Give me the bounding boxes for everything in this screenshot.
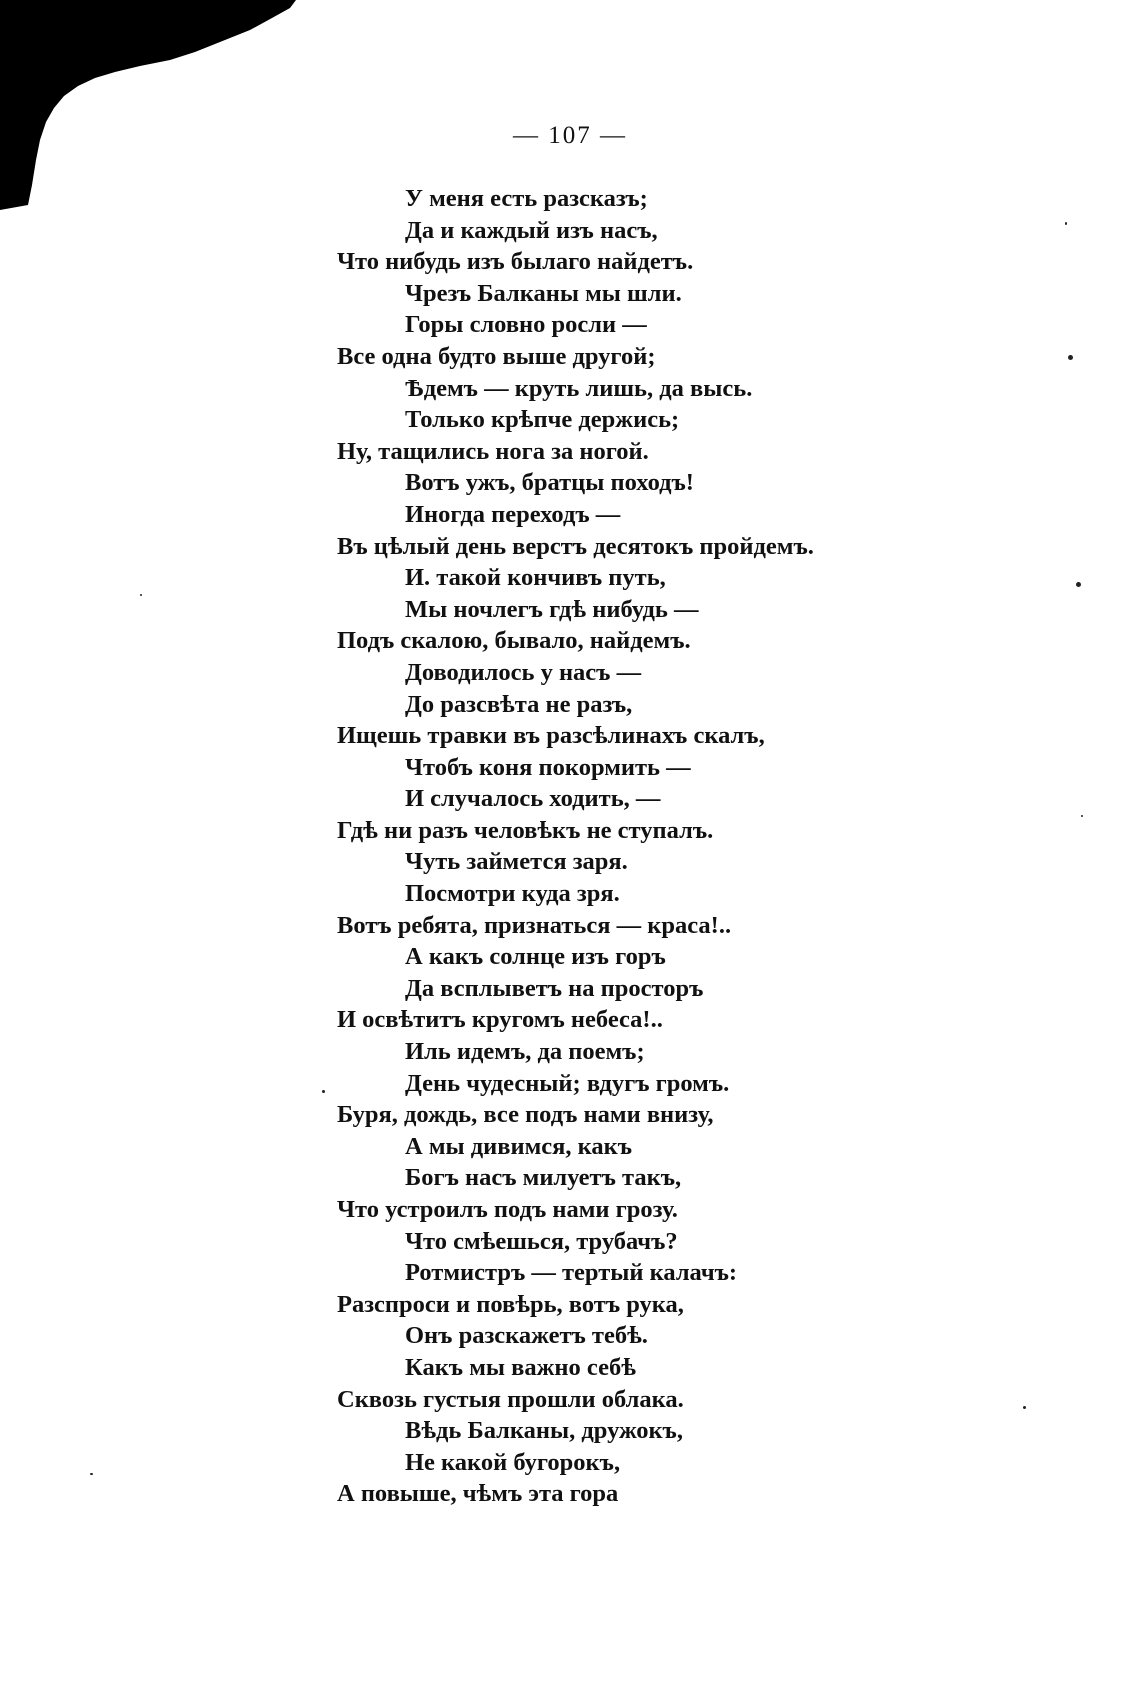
poem-line: Что смѣешься, трубачъ?	[405, 1227, 678, 1255]
poem-line: Иногда переходъ —	[405, 500, 621, 528]
poem-line: И. такой кончивъ путь,	[405, 564, 666, 592]
poem-line: У меня есть разсказъ;	[405, 185, 648, 212]
dust-speck	[1065, 222, 1067, 225]
poem-line: Гдѣ ни разъ человѣкъ не ступалъ.	[337, 816, 714, 844]
poem-line: Сквозь густыя прошли облака.	[337, 1385, 684, 1413]
poem-line: Разспроси и повѣрь, вотъ рука,	[337, 1290, 684, 1318]
poem-line: Буря, дождь, все подъ нами внизу,	[337, 1101, 714, 1129]
poem-line: Ротмистръ — тертый калачъ:	[405, 1259, 738, 1287]
poem-line: До разсвѣта не разъ,	[405, 690, 633, 718]
poem-line: Онъ разскажетъ тебѣ.	[405, 1322, 648, 1350]
poem-line: Подъ скалою, бывало, найдемъ.	[337, 627, 691, 655]
dust-speck	[1076, 582, 1081, 587]
dust-speck	[140, 594, 142, 596]
poem-line: И случалось ходить, —	[405, 785, 661, 813]
poem-line: Чрезъ Балканы мы шли.	[405, 279, 682, 307]
poem-line: Мы ночлегъ гдѣ нибудь —	[405, 595, 699, 623]
poem-line: Вѣдь Балканы, дружокъ,	[405, 1417, 683, 1445]
poem-line: Только крѣпче держись;	[405, 406, 680, 434]
poem-line: Ну, тащились нога за ногой.	[337, 437, 649, 465]
dust-speck	[90, 1473, 93, 1475]
poem-line: Доводилось у насъ —	[405, 658, 642, 686]
poem-line: А повыше, чѣмъ эта гора	[337, 1480, 619, 1508]
poem-line: А мы дивимся, какъ	[405, 1132, 633, 1160]
poem-line: Да и каждый изъ насъ,	[405, 216, 658, 244]
page-number: — 107 —	[513, 122, 627, 149]
poem-line: Да всплыветъ на просторъ	[405, 974, 704, 1002]
poem-line: И освѣтитъ кругомъ небеса!..	[337, 1006, 663, 1034]
poem-text	[337, 183, 977, 1510]
poem-line: Что нибудь изъ былаго найдетъ.	[337, 248, 694, 276]
dust-speck	[1068, 355, 1073, 360]
poem-line: Посмотри куда зря.	[405, 880, 620, 908]
scan-shadow-corner	[0, 0, 300, 210]
poem-line: Иль идемъ, да поемъ;	[405, 1038, 645, 1066]
poem-line: Горы словно росли —	[405, 311, 647, 339]
poem-line: Вотъ ужъ, братцы походъ!	[405, 469, 694, 497]
poem-line: Все одна будто выше другой;	[337, 342, 656, 370]
poem-line: Чуть займется заря.	[405, 848, 628, 876]
poem-line: А какъ солнце изъ горъ	[405, 943, 666, 971]
poem-line: Ѣдемъ — круть лишь, да высь.	[405, 374, 753, 402]
dust-speck	[322, 1090, 325, 1093]
poem-line: Богъ насъ милуетъ такъ,	[405, 1164, 682, 1192]
poem-line: Не какой бугорокъ,	[405, 1448, 621, 1476]
poem-line: Что устроилъ подъ нами грозу.	[337, 1196, 678, 1223]
poem-line: День чудесный; вдугъ громъ.	[405, 1069, 730, 1097]
dust-speck	[1023, 1406, 1026, 1409]
poem-line: Ищешь травки въ разсѣлинахъ скалъ,	[337, 722, 765, 750]
poem-line: Вотъ ребята, признаться — краса!..	[337, 911, 732, 939]
poem-line: Какъ мы важно себѣ	[405, 1353, 636, 1381]
poem-line: Чтобъ коня покормить —	[405, 753, 691, 781]
poem-line: Въ цѣлый день верстъ десятокъ пройдемъ.	[337, 532, 814, 560]
dust-speck	[1081, 815, 1083, 817]
